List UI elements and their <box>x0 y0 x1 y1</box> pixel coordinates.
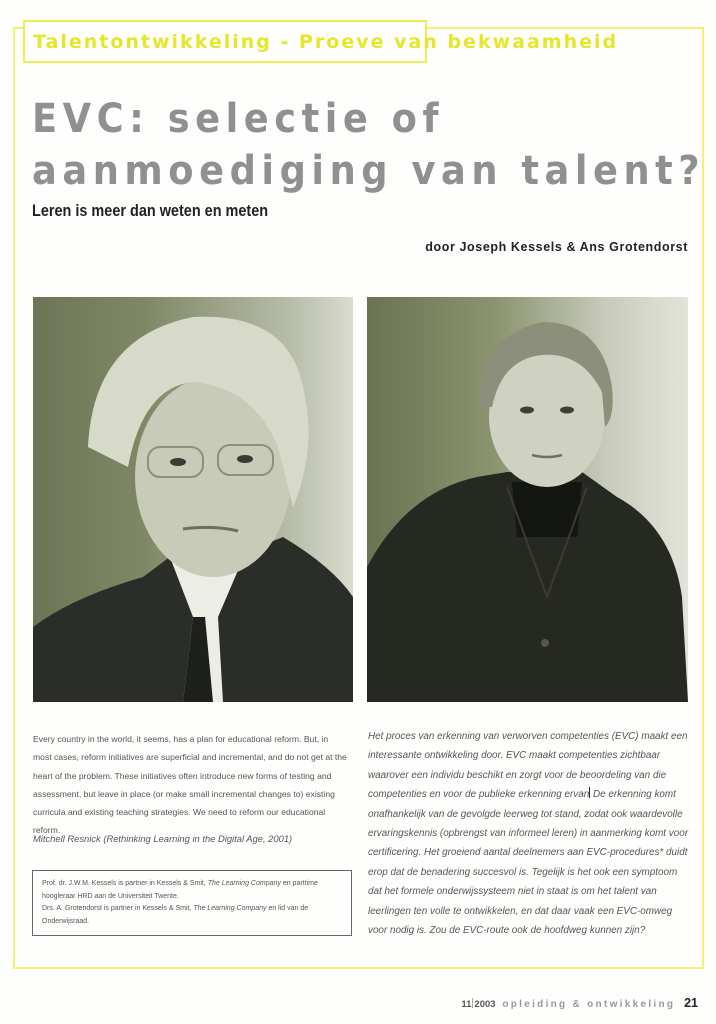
title-line-2: aanmoediging van talent? <box>32 148 706 194</box>
bio-kessels: Prof. dr. J.W.M. Kessels is partner in Kessels & Smit, The Learning Company en parttime hoogleraar HRD aan de Universiteit Twente. <box>42 880 318 900</box>
issue-year: 2003 <box>474 999 496 1010</box>
photo-ans-grotendorst <box>367 297 688 702</box>
author-bio-box <box>32 870 352 936</box>
section-rubric: Talentontwikkeling - Proeve van bekwaamheid <box>23 20 427 63</box>
page-footer <box>461 996 698 1010</box>
page-number: 21 <box>684 996 698 1010</box>
issue-number: 11 <box>461 999 472 1010</box>
byline: door Joseph Kessels & Ans Grotendorst <box>425 240 688 254</box>
bio-grotendorst: Drs. A. Grotendorst is partner in Kessels & Smit, The Learning Company en lid van de Onderwijsraad. <box>42 905 309 925</box>
article-subtitle: Leren is meer dan weten en meten <box>32 201 269 220</box>
quote-attribution: Mitchell Resnick (Rethinking Learning in the Digital Age, 2001) <box>33 833 293 844</box>
photo-joseph-kessels <box>33 297 353 702</box>
portrait-man-illustration <box>33 297 353 702</box>
portrait-woman-illustration <box>367 297 688 702</box>
opening-quote: Every country in the world, it seems, has a plan for educational reform. But, in most cases, reform initiatives are superficial and incremental, and do not get at the heart of the problem. These initiatives often introduce new forms of testing and assessment, but leave in place (or make small incremental changes to) existing curricula and existing teaching strategies. We need to reform our educational reform. <box>33 734 347 836</box>
article-title <box>32 93 705 197</box>
intro-part-2: De erkenning komt onafhankelijk van de gevolgde leerweg tot stand, zodat ook waardevolle ervaringskennis (opbrengst van informeel leren) in aanmerking komt voor certificering. Het groeiend aantal deelnemers aan EVC-procedures* duidt erop dat de benadering succesvol is. Tegelijk is het ook een symptoom dat het formele onderwijssysteem niet in staat is om het talent van leerlingen ten volle te ontwikkelen, en dat daar vaak een EVC-omweg voor nodig is. Zou de EVC-route ook de hoofdweg kunnen zijn? <box>368 789 688 937</box>
article-intro <box>368 727 692 940</box>
magazine-name: opleiding & ontwikkeling <box>502 999 676 1010</box>
intro-part-1: Het proces van erkenning van verworven competenties (EVC) maakt een interessante ontwikkeling door. EVC maakt competenties zichtbaar waarover een individu beschikt en zorgt voor de beoordeling van die competenties en voor de publieke erkenning ervan <box>368 731 688 801</box>
title-line-1: EVC: selectie of <box>32 96 445 142</box>
